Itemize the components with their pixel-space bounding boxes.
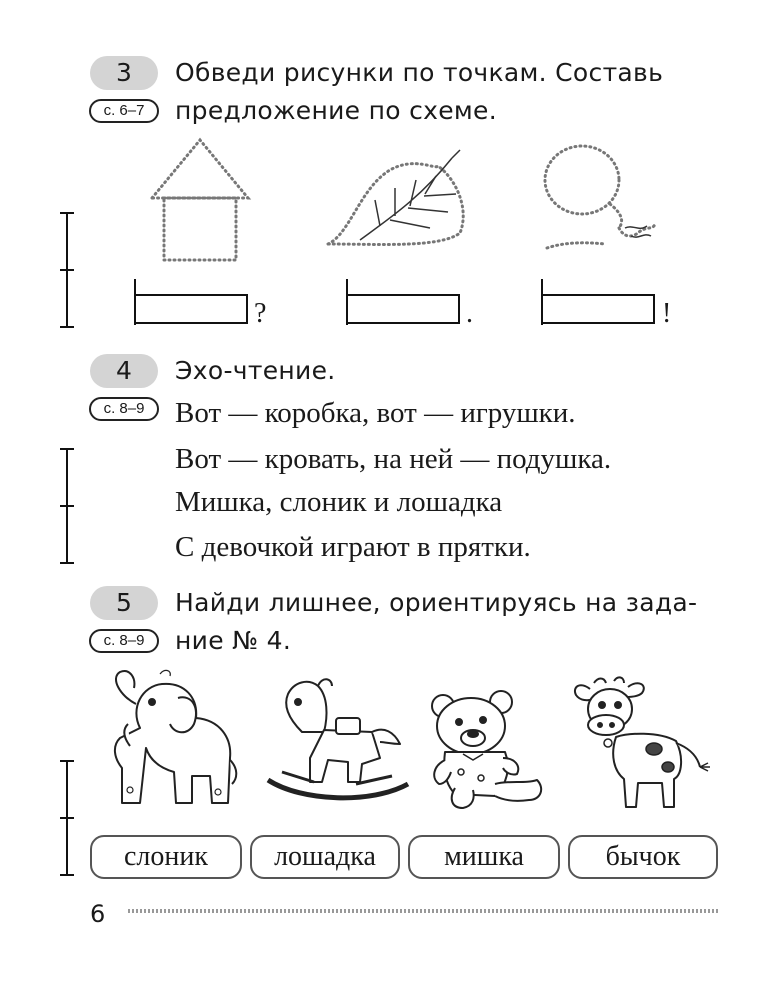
task-4-page-ref: с. 8–9 [89,397,159,421]
poem-line-2: Вот — кровать, на ней — подушка. [175,443,612,475]
task-5-page-ref: с. 8–9 [89,629,159,653]
word-option-mishka[interactable]: мишка [408,835,560,879]
rocking-horse-picture[interactable] [262,672,412,812]
assessment-scale-2 [60,448,74,564]
scheme-2-period: . [466,298,473,329]
task-4-number: 4 [90,354,158,388]
scheme-1-question-mark: ? [254,298,267,329]
word-option-slonik[interactable]: слоник [90,835,242,879]
dotted-house-picture[interactable] [140,135,260,265]
dotted-leaf-picture[interactable] [320,148,480,253]
poem-line-4: С девочкой играют в прятки. [175,531,531,563]
teddy-bear-picture[interactable] [425,688,550,813]
word-option-loshadka[interactable]: лошадка [250,835,400,879]
poem-line-3: Мишка, слоник и лошадка [175,486,503,518]
task-5-number: 5 [90,586,158,620]
task-3-number: 3 [90,56,158,90]
dotted-balloon-picture[interactable] [535,140,670,265]
poem-line-1: Вот — коробка, вот — игрушки. [175,397,576,429]
assessment-scale-3 [60,760,74,876]
word-option-bychok[interactable]: бычок [568,835,718,879]
task-3-page-ref: с. 6–7 [89,99,159,123]
sentence-scheme-1[interactable] [133,279,253,327]
assessment-scale-1 [60,212,74,328]
task-4-title: Эхо-чтение. [175,356,336,385]
sentence-scheme-3[interactable] [540,279,660,327]
task-3-title-line-2: предложение по схеме. [175,96,497,125]
elephant-picture[interactable] [100,668,240,813]
task-5-title-line-1: Найди лишнее, ориентируясь на зада- [175,588,698,617]
task-5-title-line-2: ние № 4. [175,626,292,655]
footer-decorative-line [128,906,720,916]
task-3-title-line-1: Обведи рисунки по точкам. Составь [175,58,664,87]
calf-picture[interactable] [568,675,718,815]
scheme-3-exclamation-mark: ! [662,298,672,329]
page-number: 6 [90,900,106,928]
sentence-scheme-2[interactable] [345,279,465,327]
